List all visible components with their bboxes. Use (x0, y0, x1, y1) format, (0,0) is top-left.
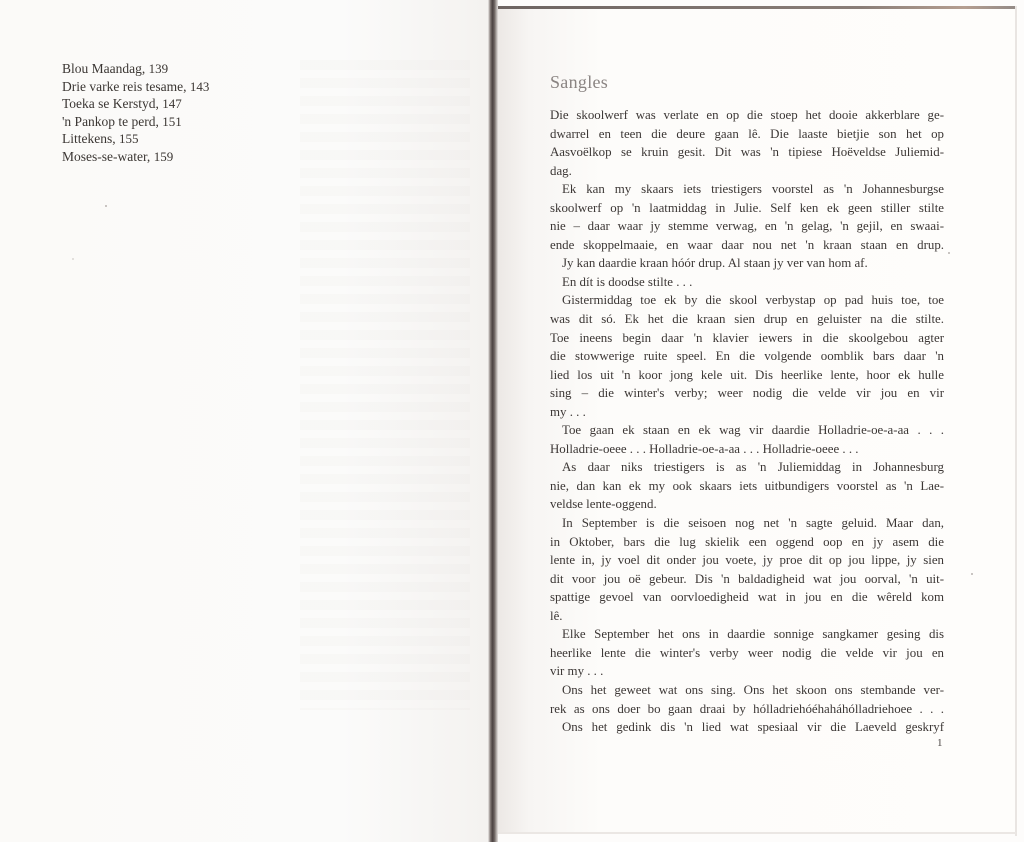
text-line: rek as ons doer bo gaan draai by hólladriehóéhaháhólladriehoee . . . (550, 701, 944, 716)
text-line: die stowwerige ruite speel. En die volgende oomblik bars daar 'n (550, 349, 944, 364)
text-line: lê. (550, 608, 563, 623)
text-line: dit voor jou oë gebeur. Dis 'n baldadigheid wat jou oorval, 'n uit- (550, 571, 944, 586)
text-line: veldse lente-oggend. (550, 497, 657, 512)
toc-title: 'n Pankop te perd, (62, 113, 159, 129)
body-text (550, 106, 944, 737)
chapter-title: Sangles (550, 72, 609, 92)
paper-speck (948, 252, 950, 254)
page-bottom-edge (498, 832, 1016, 834)
paper-speck (105, 205, 107, 207)
text-line: Jy kan daardie kraan hóór drup. Al staan jy ver van hom af. (562, 256, 868, 271)
text-line: Die skoolwerf was verlate en op die stoep het dooie akkerblare ge- (550, 108, 944, 122)
text-line: In September is die seisoen nog net 'n sagte geluid. Maar dan, (562, 516, 944, 531)
text-line: dag. (550, 163, 572, 178)
text-line: skoolwerf op 'n laatmiddag in Julie. Self ken ek geen stiller stilte (550, 200, 944, 215)
text-line: Ek kan my skaars iets triestigers voorstel as 'n Johannesburgse (562, 182, 944, 197)
text-line: Holladrie-oeee . . . Holladrie-oe-a-aa . . . Holladrie-oeee . . . (550, 441, 859, 456)
text-line: vir my . . . (550, 664, 604, 679)
page-number: 1 (937, 737, 943, 749)
text-line: spattige gevoel van oorvloedigheid wat in jou en die wêreld kom (550, 590, 944, 605)
toc-title: Drie varke reis tesame, (62, 78, 187, 94)
paper-speck (72, 258, 74, 260)
text-line: As daar niks triestigers is as 'n Juliemiddag in Johannesburg (562, 460, 944, 475)
text-line: heerlike lente die winter's verby weer nodig die velde vir jou en (550, 645, 944, 660)
text-line: Toe ineens begin daar 'n klavier iewers in die skoolgebou agter (550, 330, 944, 345)
text-line: nie, dan kan ek my ook skaars iets uitbundigers voorstel as 'n Lae- (550, 478, 944, 493)
toc-title: Toeka se Kerstyd, (62, 96, 159, 112)
text-line: Gistermiddag toe ek by die skool verbystap op pad huis toe, toe (562, 293, 944, 308)
toc-page-number: 139 (148, 61, 169, 76)
text-line: was dit só. Ek het die kraan sien drup en geluister na die stilte. (550, 312, 944, 327)
toc-entry (62, 95, 209, 113)
toc-page-number: 151 (162, 113, 182, 129)
toc-entry (62, 130, 209, 148)
page-right-edge (1015, 6, 1017, 836)
toc-page-number: 143 (189, 78, 210, 94)
toc-entry (62, 148, 209, 166)
toc-title: Blou Maandag, (62, 61, 146, 76)
text-line: dwarrel en teen die deure gaan lê. Die laaste bietjie son het op (550, 126, 944, 141)
text-line: lente in, jy voel dit onder jou voete, jy proe dit op jou lippe, jy sien (550, 553, 944, 568)
toc-title: Moses-se-water, (62, 148, 151, 164)
text-line: Aasvoëlkop se kruin gesit. Dit was 'n tipiese Hoëveldse Juliemid- (550, 145, 944, 160)
toc-entry (62, 78, 209, 96)
toc-page-number: 155 (119, 131, 139, 147)
toc-title: Littekens, (62, 131, 116, 147)
text-line: En dít is doodse stilte . . . (562, 274, 693, 289)
text-line: my . . . (550, 404, 586, 419)
show-through-text (300, 60, 470, 710)
toc-entry (62, 60, 209, 78)
paper-speck (971, 573, 973, 575)
text-line: ende skoppelmaaie, en waar daar nou net 'n kraan staan en drup. (550, 237, 944, 252)
toc-entry (62, 113, 209, 131)
toc-page-number: 159 (153, 148, 174, 164)
toc-page-number: 147 (162, 96, 182, 112)
text-line: Toe gaan ek staan en ek wag vir daardie Holladrie-oe-a-aa . . . (562, 423, 944, 438)
left-page (0, 0, 488, 842)
book-spine (488, 0, 498, 842)
text-line: nie – daar waar jy stemme verwag, en 'n gelag, 'n gejil, en swaai- (550, 219, 944, 234)
text-line: in Oktober, bars die lug skielik een oggend oop en jy asem die (550, 534, 944, 549)
text-line: lied los uit 'n koor jong kele uit. Dis heerlike lente, hoor ek hulle (550, 367, 944, 382)
text-line: Ons het gedink dis 'n lied wat spesiaal vir die Laeveld geskryf (562, 720, 944, 735)
text-line: sing – die winter's verby; weer nodig die velde vir jou en vir (550, 386, 944, 401)
text-line: Elke September het ons in daardie sonnige sangkamer gesing dis (562, 627, 944, 642)
text-line: Ons het geweet wat ons sing. Ons het skoon ons stembande ver- (562, 682, 944, 697)
table-of-contents (62, 60, 209, 166)
page-top-edge (498, 6, 1016, 9)
